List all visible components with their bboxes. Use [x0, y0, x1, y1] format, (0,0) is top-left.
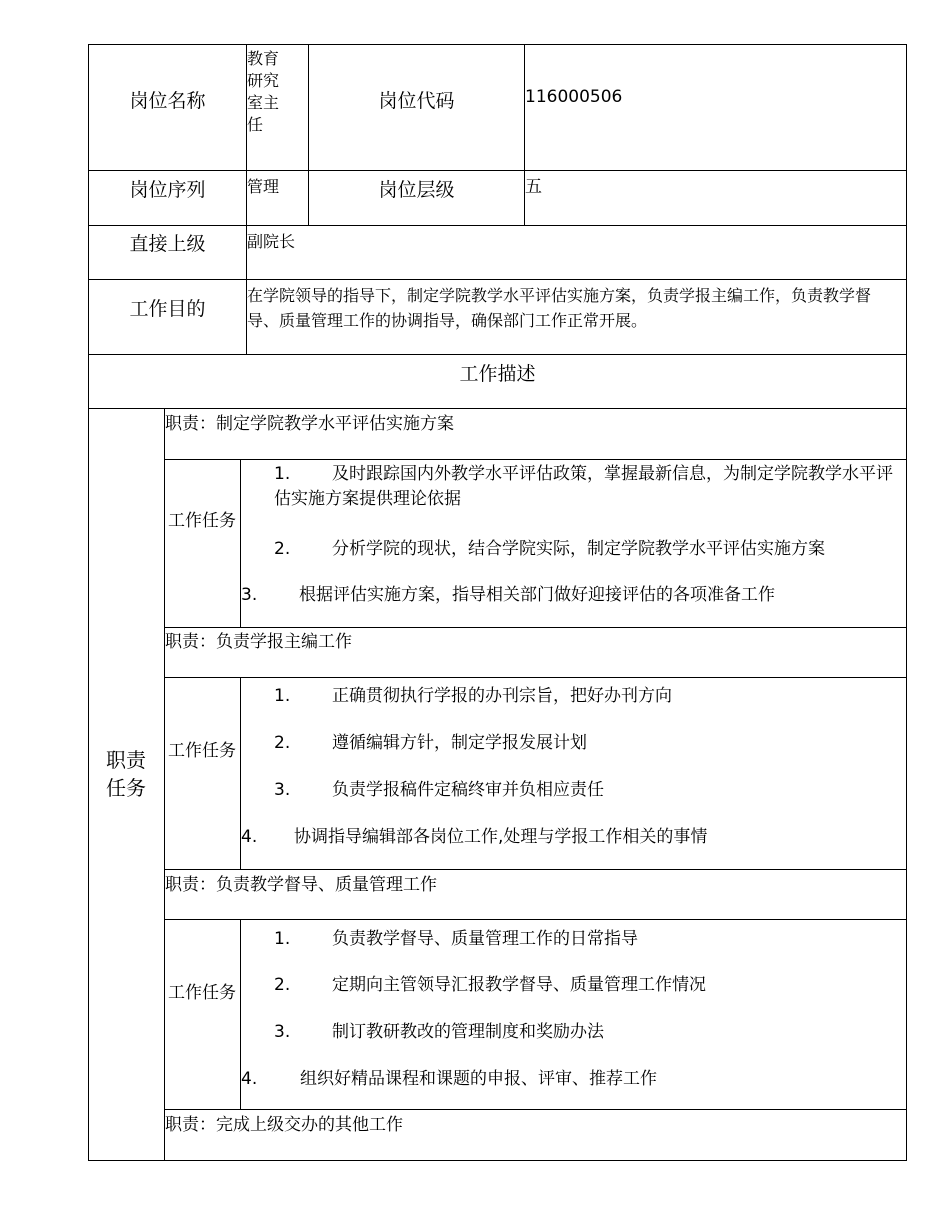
task-text: 负责学报稿件定稿终审并负相应责任	[332, 780, 604, 800]
task-text: 负责教学督导、质量管理工作的日常指导	[332, 929, 638, 949]
task-number: 3.	[241, 585, 258, 605]
task-text: 组织好精品课程和课题的申报、评审、推荐工作	[300, 1069, 657, 1089]
duty-title: 职责：负责教学督导、质量管理工作	[165, 875, 437, 895]
post-code-value: 116000506	[525, 87, 623, 107]
task-text: 分析学院的现状，结合学院实际，制定学院教学水平评估实施方案	[332, 539, 825, 559]
task-number: 1.	[274, 464, 291, 484]
list-item	[274, 970, 706, 995]
purpose-value: 在学院领导的指导下，制定学院教学水平评估实施方案，负责学报主编工作，负责教学督导、质量管理工作的协调指导，确保部门工作正常开展。	[247, 286, 872, 330]
description-title: 工作描述	[459, 363, 536, 385]
superior-label: 直接上级	[129, 233, 206, 255]
task-label: 工作任务	[168, 511, 236, 531]
list-item	[241, 822, 707, 847]
task-text: 及时跟踪国内外教学水平评估政策，掌握最新信息，为制定学院教学水平评估实施方案提供理论依据	[274, 464, 893, 509]
task-number: 2.	[274, 975, 291, 995]
task-text: 协调指导编辑部各岗位工作,处理与学报工作相关的事情	[294, 827, 708, 847]
task-text: 根据评估实施方案，指导相关部门做好迎接评估的各项准备工作	[299, 585, 775, 605]
task-number: 4.	[241, 1069, 258, 1089]
task-label: 工作任务	[168, 741, 236, 761]
task-number: 3.	[274, 780, 291, 800]
list-item	[241, 1064, 657, 1089]
task-number: 1.	[274, 929, 291, 949]
duty-title: 职责：负责学报主编工作	[165, 632, 352, 652]
task-number: 3.	[274, 1022, 291, 1042]
purpose-label: 工作目的	[129, 298, 206, 320]
post-level-value: 五	[525, 177, 542, 197]
duty-title: 职责：完成上级交办的其他工作	[165, 1115, 403, 1135]
post-name-label: 岗位名称	[129, 90, 206, 112]
list-item	[274, 924, 638, 949]
list-item	[241, 580, 775, 605]
list-item	[274, 1017, 604, 1042]
post-code-label: 岗位代码	[378, 90, 455, 112]
list-item	[274, 462, 899, 512]
superior-value: 副院长	[247, 232, 296, 251]
list-item	[274, 534, 825, 559]
list-item	[274, 681, 672, 706]
task-number: 2.	[274, 733, 291, 753]
list-item	[274, 728, 587, 753]
task-number: 2.	[274, 539, 291, 559]
duty-title: 职责：制定学院教学水平评估实施方案	[165, 414, 454, 434]
task-number: 4.	[241, 827, 258, 847]
post-seq-label: 岗位序列	[129, 179, 206, 201]
list-item	[274, 775, 604, 800]
task-text: 制订教研教改的管理制度和奖励办法	[332, 1022, 604, 1042]
task-text: 定期向主管领导汇报教学督导、质量管理工作情况	[332, 975, 706, 995]
post-level-label: 岗位层级	[378, 179, 455, 201]
post-name-value: 教育研究室主任	[247, 49, 280, 134]
task-text: 正确贯彻执行学报的办刊宗旨，把好办刊方向	[332, 686, 672, 706]
duties-label: 职责任务	[106, 748, 146, 800]
task-text: 遵循编辑方针，制定学报发展计划	[332, 733, 587, 753]
task-label: 工作任务	[168, 983, 236, 1003]
task-number: 1.	[274, 686, 291, 706]
post-seq-value: 管理	[247, 177, 280, 196]
